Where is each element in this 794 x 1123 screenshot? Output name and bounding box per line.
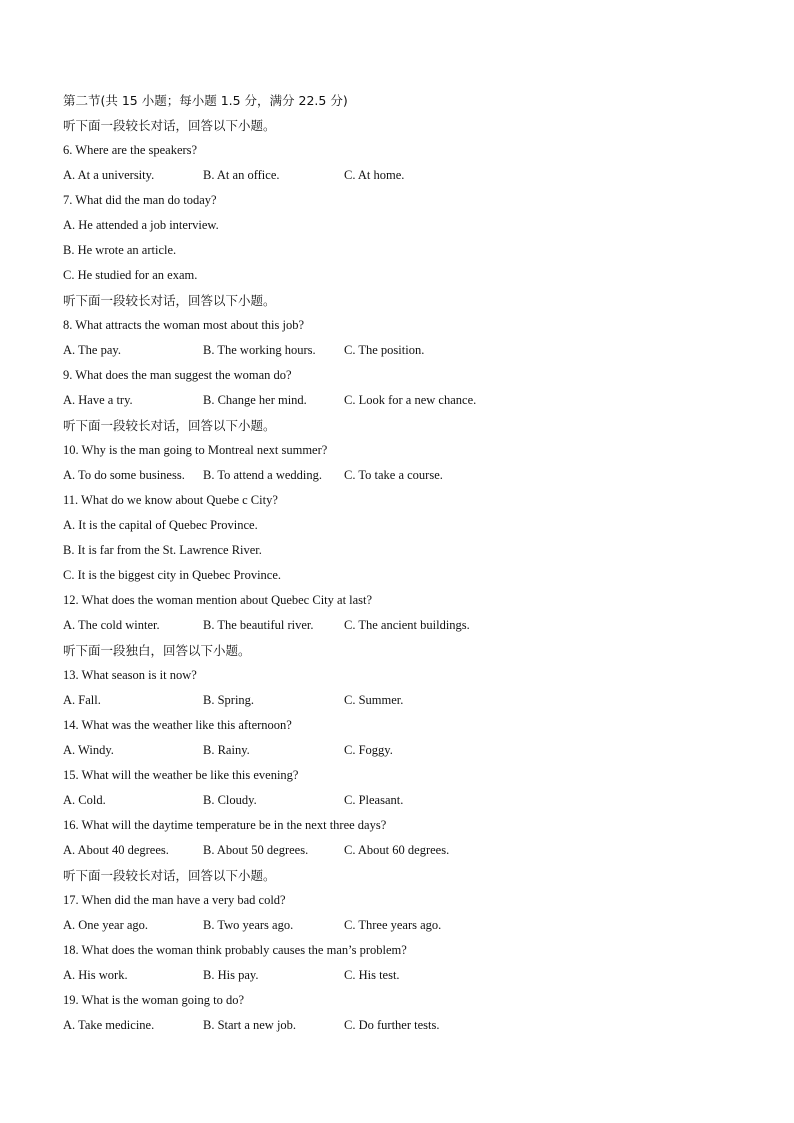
answer-options-row [63, 688, 743, 713]
question-text: 11. What do we know about Quebe c City? [63, 493, 278, 507]
answer-option-c: C. To take a course. [344, 468, 443, 482]
listening-instruction: 听下面一段较长对话，回答以下小题。 [63, 293, 276, 308]
answer-options-row [63, 388, 743, 413]
answer-option-a: A. The pay. [63, 343, 121, 357]
answer-option-a: A. Cold. [63, 793, 106, 807]
question-text: 18. What does the woman think probably causes the man’s problem? [63, 943, 407, 957]
answer-option-c: C. Look for a new chance. [344, 393, 477, 407]
answer-option-b: B. The working hours. [203, 343, 316, 357]
answer-option-b: B. Cloudy. [203, 793, 257, 807]
answer-option-c: C. At home. [344, 168, 405, 182]
section-title: 第二节(共 15 小题；每小题 1.5 分，满分 22.5 分) [63, 93, 348, 108]
answer-option-b: B. Change her mind. [203, 393, 307, 407]
listening-instruction: 听下面一段较长对话，回答以下小题。 [63, 868, 276, 883]
question-text: 14. What was the weather like this afternoon? [63, 718, 292, 732]
answer-option: C. It is the biggest city in Quebec Province. [63, 568, 282, 582]
answer-option-b: B. About 50 degrees. [203, 843, 309, 857]
question-text: 9. What does the man suggest the woman do? [63, 368, 292, 382]
answer-option-b: B. Start a new job. [203, 1018, 297, 1032]
answer-options-row [63, 838, 743, 863]
question-text: 6. Where are the speakers? [63, 143, 198, 157]
answer-option-a: A. Have a try. [63, 393, 133, 407]
answer-option-c: C. Pleasant. [344, 793, 404, 807]
answer-option: C. He studied for an exam. [63, 268, 198, 282]
listening-instruction: 听下面一段独白，回答以下小题。 [63, 643, 251, 658]
question-text: 16. What will the daytime temperature be in the next three days? [63, 818, 387, 832]
answer-option-c: C. Three years ago. [344, 918, 442, 932]
question-text: 15. What will the weather be like this evening? [63, 768, 299, 782]
answer-option: B. It is far from the St. Lawrence River. [63, 543, 262, 557]
listening-instruction: 听下面一段较长对话，回答以下小题。 [63, 418, 276, 433]
answer-option-b: B. Rainy. [203, 743, 250, 757]
answer-options-row [63, 913, 743, 938]
answer-options-row [63, 738, 743, 763]
answer-option-c: C. Foggy. [344, 743, 393, 757]
document-page [63, 88, 743, 1038]
answer-option-a: A. At a university. [63, 168, 155, 182]
question-text: 12. What does the woman mention about Quebec City at last? [63, 593, 373, 607]
listening-instruction: 听下面一段较长对话，回答以下小题。 [63, 118, 276, 133]
question-text: 10. Why is the man going to Montreal next summer? [63, 443, 328, 457]
question-text: 7. What did the man do today? [63, 193, 217, 207]
answer-options-row [63, 788, 743, 813]
answer-option-a: A. Windy. [63, 743, 114, 757]
answer-options-row [63, 613, 743, 638]
question-text: 17. When did the man have a very bad cold? [63, 893, 286, 907]
answer-options-row [63, 963, 743, 988]
answer-option-b: B. To attend a wedding. [203, 468, 323, 482]
question-text: 13. What season is it now? [63, 668, 197, 682]
answer-option-a: A. About 40 degrees. [63, 843, 169, 857]
answer-option: A. He attended a job interview. [63, 218, 219, 232]
answer-option-a: A. Take medicine. [63, 1018, 155, 1032]
answer-option-c: C. The position. [344, 343, 425, 357]
answer-option-b: B. Two years ago. [203, 918, 294, 932]
answer-option-c: C. His test. [344, 968, 400, 982]
question-text: 8. What attracts the woman most about this job? [63, 318, 305, 332]
answer-options-row [63, 338, 743, 363]
answer-option-b: B. Spring. [203, 693, 255, 707]
answer-option-c: C. Summer. [344, 693, 404, 707]
answer-option-a: A. One year ago. [63, 918, 149, 932]
answer-option-a: A. The cold winter. [63, 618, 160, 632]
answer-option-c: C. About 60 degrees. [344, 843, 450, 857]
answer-option-b: B. At an office. [203, 168, 280, 182]
answer-option: B. He wrote an article. [63, 243, 177, 257]
answer-option-c: C. Do further tests. [344, 1018, 440, 1032]
answer-option-b: B. His pay. [203, 968, 259, 982]
answer-options-row [63, 163, 743, 188]
answer-option-b: B. The beautiful river. [203, 618, 314, 632]
answer-option-a: A. Fall. [63, 693, 101, 707]
answer-option-a: A. His work. [63, 968, 128, 982]
question-list [63, 113, 743, 1038]
question-text: 19. What is the woman going to do? [63, 993, 244, 1007]
answer-option-a: A. To do some business. [63, 468, 185, 482]
answer-options-row [63, 1013, 743, 1038]
answer-option: A. It is the capital of Quebec Province. [63, 518, 258, 532]
answer-option-c: C. The ancient buildings. [344, 618, 470, 632]
answer-options-row [63, 463, 743, 488]
